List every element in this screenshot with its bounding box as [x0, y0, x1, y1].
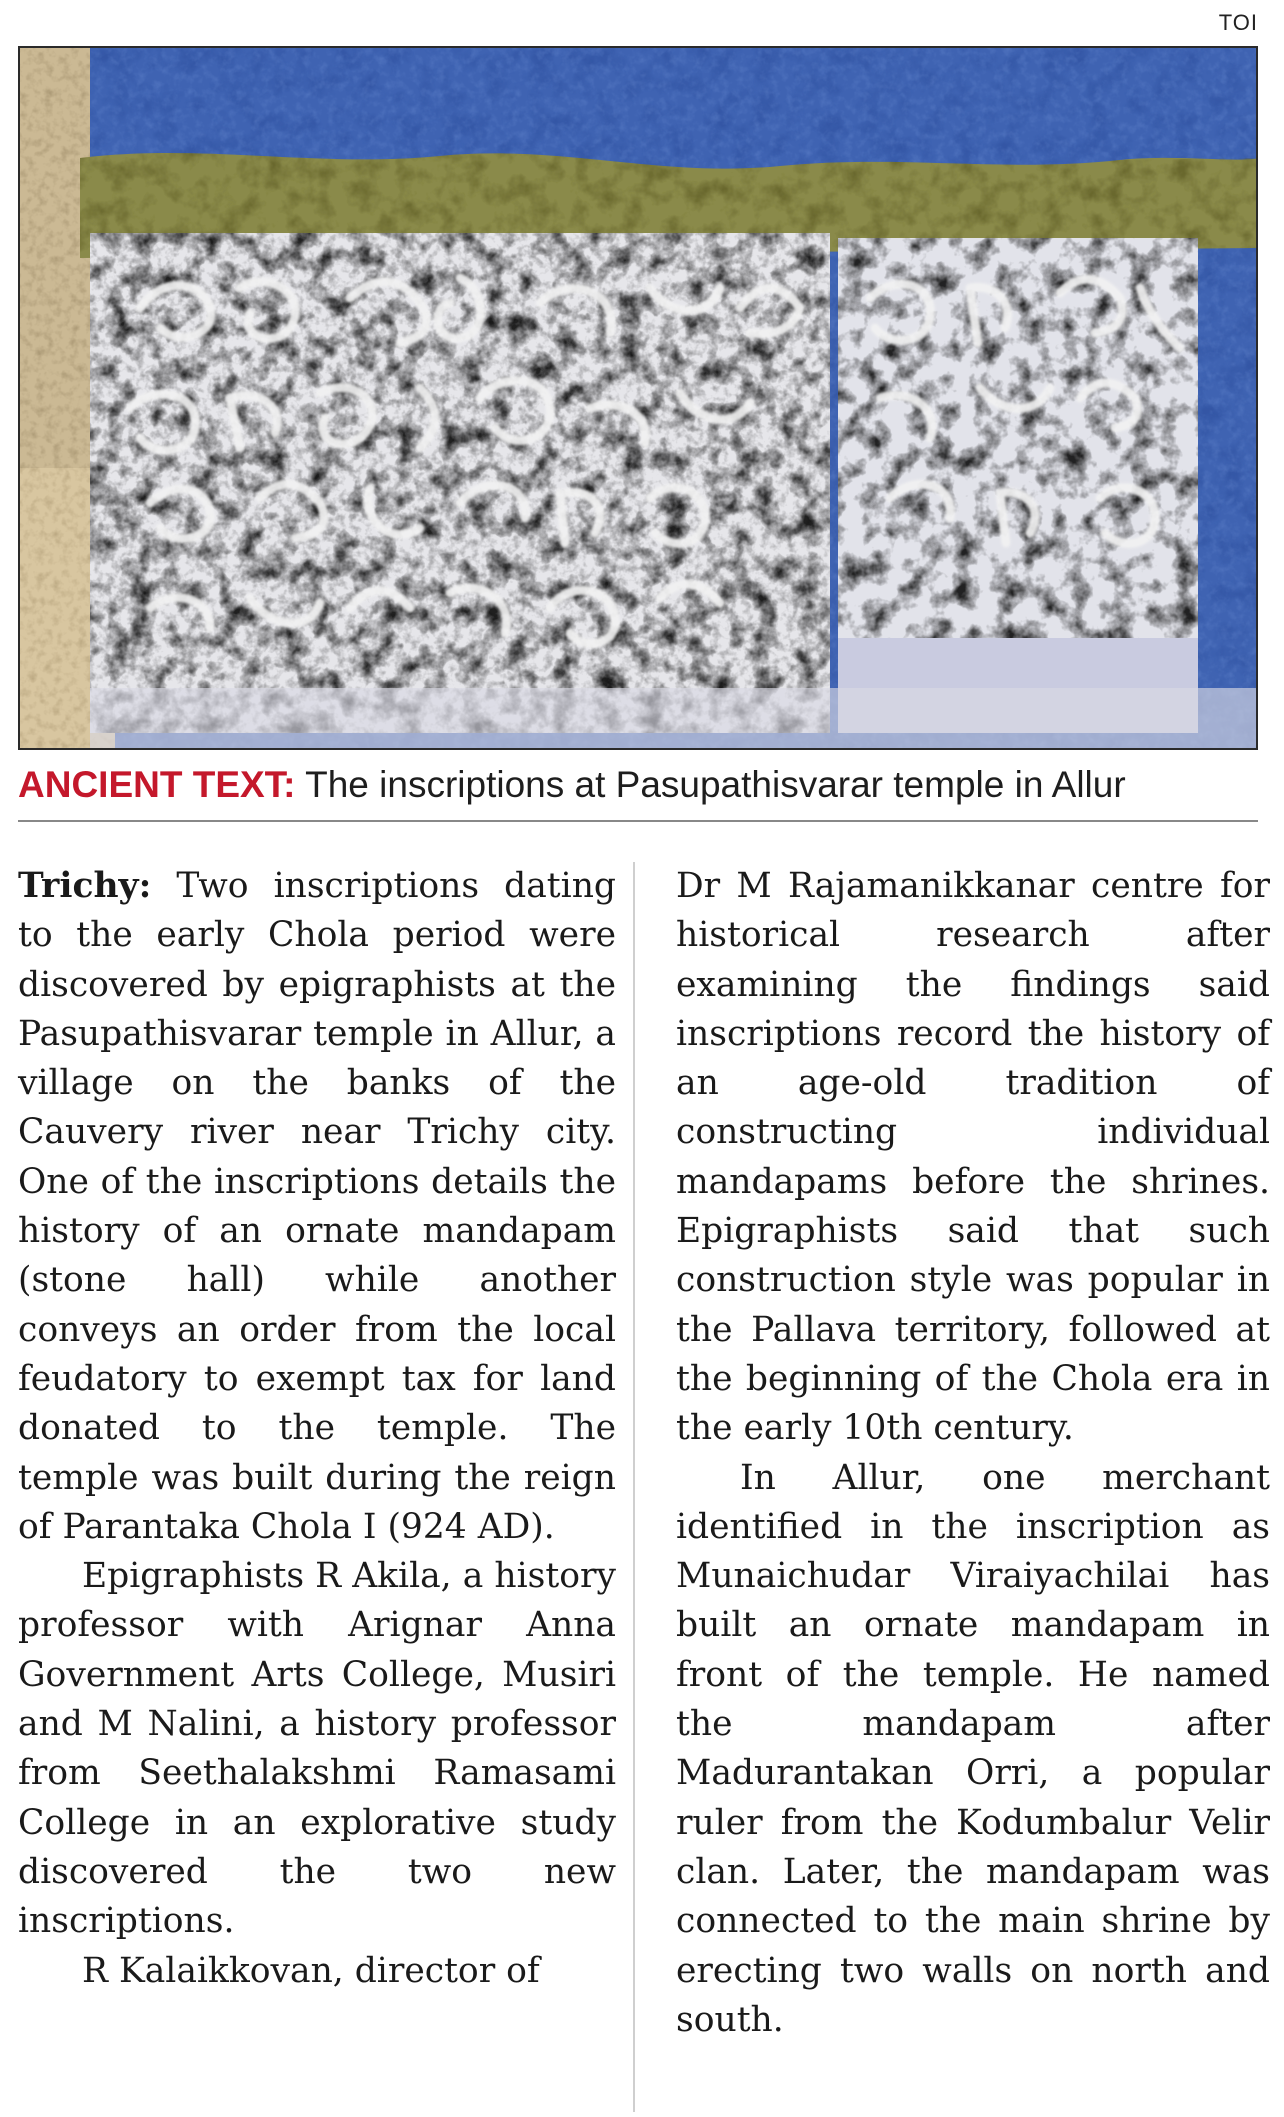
- caption-rule: [18, 820, 1258, 822]
- paragraph-text: Two inscriptions dating to the early Chola period were discovered by epigraphists at the Pasupathisvarar temple in Allur, a village on the banks of the Cauvery river near Trichy city. One of the inscriptions details the history of an ornate mandapam (stone hall) while another conveys an order from the local feudatory to exempt tax for land donated to the temple. The temple was built during the reign of Parantaka Chola I (924 AD).: [18, 866, 616, 1547]
- photo-caption: [18, 760, 1258, 810]
- article-paragraph: [18, 862, 616, 1552]
- article-paragraph: R Kalaikkovan, director of: [82, 1950, 540, 1991]
- photo-credit: TOI: [1218, 10, 1258, 35]
- caption-kicker: ANCIENT TEXT:: [18, 764, 296, 805]
- article-column-right: [676, 862, 1270, 2045]
- article-paragraph: Dr M Rajamanikkanar centre for historical research after examining the findings said inscriptions record the history of an age-old tradition of constructing individual mandapams before the shrines. Epigraphists said that such construction style was popular in the Pallava territory, followed at the beginning of the Chola era in the early 10th century.: [676, 866, 1270, 1449]
- article-paragraph: In Allur, one merchant identified in the inscription as Munaichudar Viraiyachilai has built an ornate mandapam in front of the temple. He named the mandapam after Madurantakan Orri, a popular ruler from the Kodumbalur Velir clan. Later, the mandapam was connected to the main shrine by erecting two walls on north and south.: [676, 1457, 1270, 2040]
- caption-text: The inscriptions at Pasupathisvarar temple in Allur: [295, 764, 1126, 805]
- dateline: Trichy:: [18, 866, 152, 906]
- column-divider: [633, 862, 635, 2112]
- inscription-photo: [18, 46, 1258, 750]
- article-column-left: [18, 862, 616, 1996]
- article-paragraph: Epigraphists R Akila, a history professor with Arignar Anna Government Arts College, Musiri and M Nalini, a history professor from Seethalakshmi Ramasami College in an explorative study discovered the two new inscriptions.: [18, 1556, 616, 1942]
